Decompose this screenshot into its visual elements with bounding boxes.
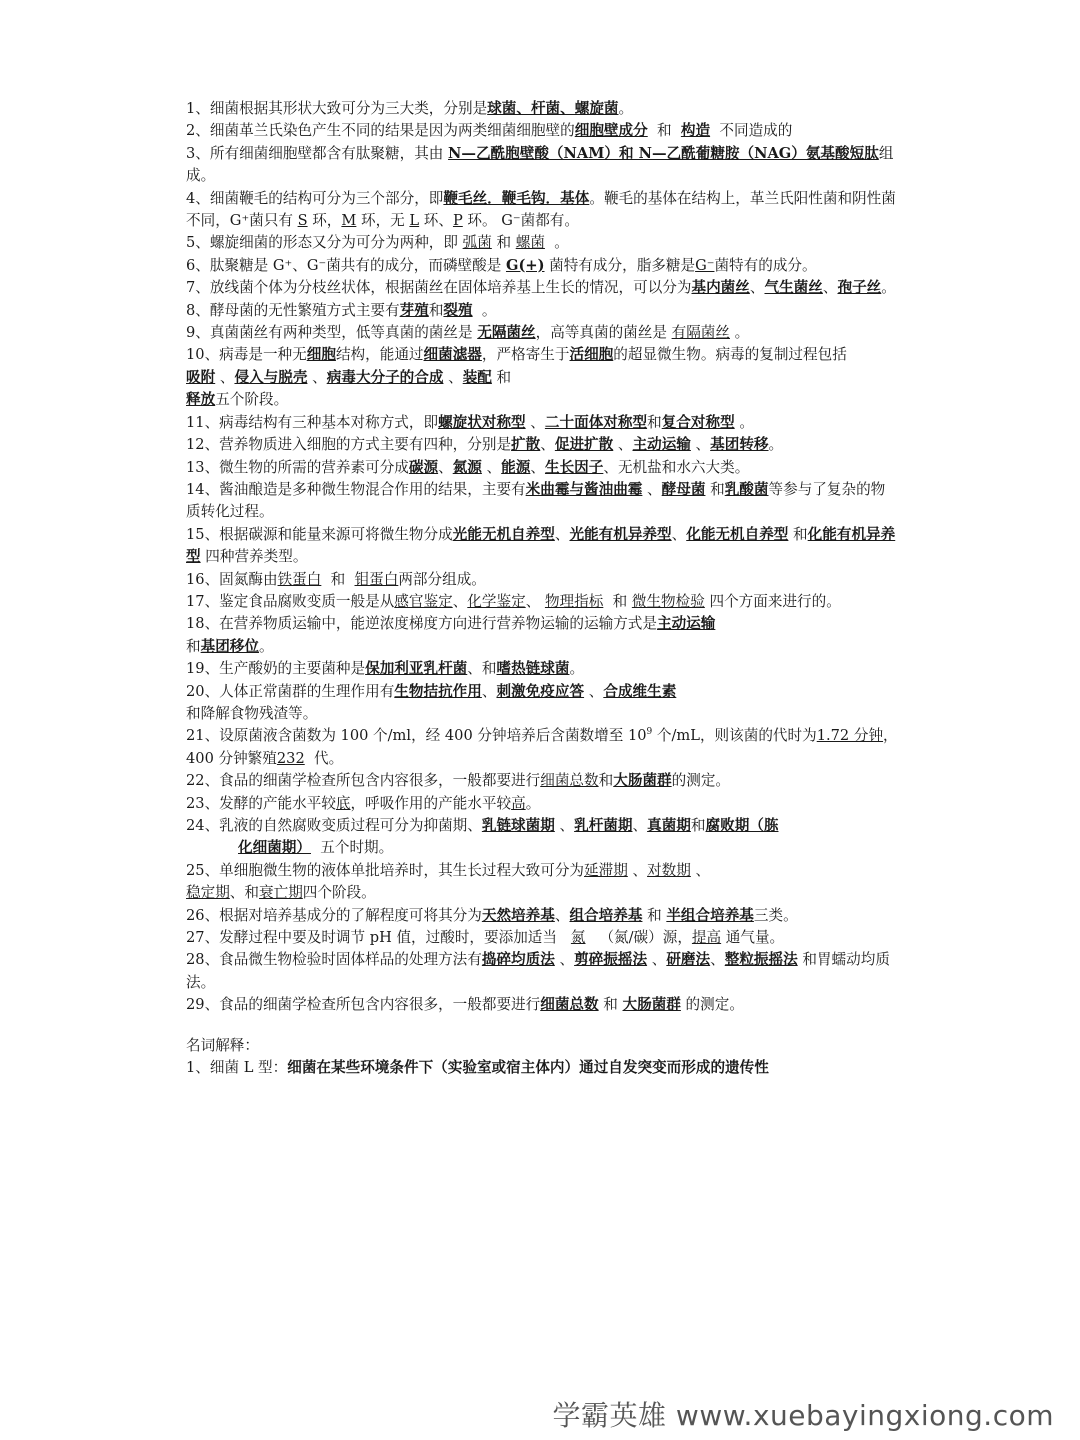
question-18: 18、在营养物质运输中，能逆浓度梯度方向进行营养物运输的运输方式是主动运输 和基团移位。 bbox=[186, 615, 716, 655]
question-5: 5、螺旋细菌的形态又分为可分为两种，即 弧菌 和 螺菌 。 bbox=[186, 234, 569, 252]
question-25: 25、单细胞微生物的液体单批培养时，其生长过程大致可分为延滞期 、对数期 、 稳定期、和衰亡期四个阶段。 bbox=[186, 861, 711, 902]
question-29: 29、食品的细菌学检查所包含内容很多，一般都要进行细菌总数 和 大肠菌群 的测定。 bbox=[186, 996, 744, 1014]
question-17: 17、鉴定食品腐败变质一般是从感官鉴定、化学鉴定、 物理指标 和 微生物检验 四个方面来进行的。 bbox=[186, 592, 841, 610]
document-body bbox=[186, 98, 898, 1079]
question-27: 27、发酵过程中要及时调节 pH 值，过酸时，要添加适当 氮 （氮/碳）源，提高 通气量。 bbox=[186, 929, 785, 947]
glossary-item-1: 1、细菌 L 型：细菌在某些环境条件下（实验室或宿主体内）通过自发突变而形成的遗传性 bbox=[186, 1059, 769, 1077]
question-9: 9、真菌菌丝有两种类型，低等真菌的菌丝是 无隔菌丝，高等真菌的菌丝是 有隔菌丝 。 bbox=[186, 324, 750, 342]
question-13: 13、微生物的所需的营养素可分成碳源、氮源 、能源、生长因子、无机盐和水六大类。 bbox=[186, 458, 750, 476]
question-4: 4、细菌鞭毛的结构可分为三个部分，即鞭毛丝．鞭毛钩．基体。鞭毛的基体在结构上，革兰氏阳性菌和阴性菌不同，G⁺菌只有 S 环，M 环，无 L 环、P 环。 G⁻菌都有。 bbox=[186, 189, 896, 230]
question-3: 3、所有细菌细胞壁都含有肽聚糖，其由 N—乙酰胞壁酸（NAM）和 N—乙酰葡糖胺（NAG）氨基酸短肽组成。 bbox=[186, 144, 894, 185]
question-28: 28、食品微生物检验时固体样品的处理方法有捣碎均质法 、剪碎振摇法 、研磨法、整粒振摇法 和胃蠕动均质法。 bbox=[186, 951, 890, 991]
question-21: 21、设原菌液含菌数为 100 个/ml，经 400 分钟培养后含菌数增至 $10^9$ 个/mL，则该菌的代时为1.72 分钟，400 分钟繁殖232 代。 bbox=[186, 727, 898, 767]
glossary-heading: 名词解释： bbox=[186, 1036, 259, 1054]
watermark: 学霸英雄 www.xuebayingxiong.com bbox=[552, 1399, 1054, 1432]
question-16: 16、固氮酶由铁蛋白 和 钼蛋白两部分组成。 bbox=[186, 570, 486, 588]
question-12: 12、营养物质进入细胞的方式主要有四种，分别是扩散、促进扩散 、主动运输 、基团转移。 bbox=[186, 436, 784, 454]
question-8: 8、酵母菌的无性繁殖方式主要有芽殖和裂殖 。 bbox=[186, 301, 497, 319]
question-6: 6、肽聚糖是 G⁺、G⁻菌共有的成分，而磷壁酸是 G(+) 菌特有成分，脂多糖是G⁻菌特有的成分。 bbox=[186, 256, 817, 274]
question-20: 20、人体正常菌群的生理作用有生物拮抗作用、刺激免疫应答 、合成维生素 和降解食物残渣等。 bbox=[186, 682, 677, 722]
question-26: 26、根据对培养基成分的了解程度可将其分为天然培养基、组合培养基 和 半组合培养基三类。 bbox=[186, 906, 798, 924]
question-24: 24、乳液的自然腐败变质过程可分为抑菌期、乳链球菌期 、乳杆菌期、真菌期和腐败期（胨 化细菌期） 五个时期。 bbox=[186, 817, 779, 857]
question-2: 2、细菌革兰氏染色产生不同的结果是因为两类细菌细胞壁的细胞壁成分 和 构造 不同造成的 bbox=[186, 122, 793, 140]
question-10: 10、病毒是一种无细胞结构，能通过细菌滤器，严格寄生于活细胞的超显微生物。病毒的复制过程包括 吸附 、侵入与脱壳 、病毒大分子的合成 、装配 和 释放五个阶段。 bbox=[186, 346, 847, 409]
question-19: 19、生产酸奶的主要菌种是保加利亚乳杆菌、和嗜热链球菌。 bbox=[186, 660, 585, 678]
question-11: 11、病毒结构有三种基本对称方式，即螺旋状对称型 、二十面体对称型和复合对称型 。 bbox=[186, 413, 754, 431]
question-15: 15、根据碳源和能量来源可将微生物分成光能无机自养型、光能有机异养型、化能无机自养型 和化能有机异养型 四种营养类型。 bbox=[186, 525, 896, 566]
question-14: 14、酱油酿造是多种微生物混合作用的结果，主要有米曲霉与酱油曲霉 、酵母菌 和乳酸菌等参与了复杂的物质转化过程。 bbox=[186, 480, 886, 521]
section-spacer bbox=[186, 1017, 898, 1035]
question-23: 23、发酵的产能水平较底，呼吸作用的产能水平较高。 bbox=[186, 794, 541, 812]
question-7: 7、放线菌个体为分枝丝状体，根据菌丝在固体培养基上生长的情况，可以分为基内菌丝、气生菌丝、孢子丝。 bbox=[186, 279, 896, 297]
question-22: 22、食品的细菌学检查所包含内容很多，一般都要进行细菌总数和大肠菌群的测定。 bbox=[186, 772, 731, 790]
question-1: 1、细菌根据其形状大致可分为三大类，分别是球菌、杆菌、螺旋菌。 bbox=[186, 100, 634, 117]
